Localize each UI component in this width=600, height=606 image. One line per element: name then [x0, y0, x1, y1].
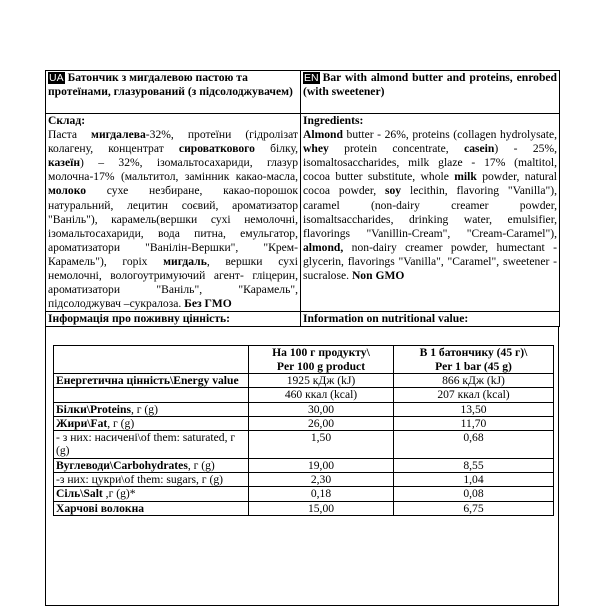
en-ingredient-allergen-bold: Almond [303, 128, 343, 142]
nutrient-name-bold: Сіль\Salt [56, 487, 103, 501]
ua-ingredient-text-span: ) – 32%, ізомальтосахариди, глазур молочна-17% (мальтитол, замінник какао-масла, [48, 156, 298, 184]
ua-ingredient-allergen-bold: казеїн [48, 156, 81, 170]
value-per-bar: 866 кДж (kJ) [394, 374, 554, 388]
ua-product-title: Батончик з мигдалевою пастою та протеїнами, глазурований (з підсолоджувачем) [48, 71, 293, 99]
value-per-bar: 11,70 [394, 416, 554, 430]
ua-ingredient-text-span: , вершки сухі немолочні, вологоутримуючий агент- гліцерин, ароматизатори "Ваніль", "Карамель", підсолоджувач –сукралоза. [48, 254, 298, 311]
value-per-100g: 1925 кДж (kJ) [249, 374, 394, 388]
ua-ingredient-allergen-bold: мигдалева [91, 128, 146, 142]
nutrition-row [54, 402, 554, 416]
en-ingredient-allergen-bold: Non GMO [351, 269, 405, 283]
en-ingredients-cell [301, 114, 560, 312]
value-per-100g: 30,00 [249, 402, 394, 416]
per-bar-header [394, 346, 554, 374]
per-bar-header-ua: В 1 батончику (45 г)\ [419, 346, 528, 360]
nutrient-name-rest: , г (g) [107, 416, 135, 430]
nutrient-name [54, 416, 249, 430]
ua-ingredient-allergen-bold: Без ГМО [184, 297, 232, 311]
nutrient-name-bold: Харчові волокна [56, 501, 145, 515]
label-top-table [45, 70, 560, 327]
nutrient-name-rest: , г (g) [130, 402, 158, 416]
nutrient-name [54, 388, 249, 402]
value-per-100g: 15,00 [249, 501, 394, 515]
nutrient-name-bold: Енергетична цінність\Energy value [56, 374, 239, 387]
en-ingredient-text-span: butter - 26%, proteins (collagen hydrolysate, [342, 128, 557, 142]
value-per-bar: 1,04 [394, 473, 554, 487]
nutrition-row [54, 487, 554, 501]
ua-ingredient-allergen-bold: молоко [48, 184, 87, 198]
per-bar-header-en: Per 1 bar (45 g) [435, 359, 512, 373]
nutrition-header-blank [54, 346, 249, 374]
en-ingredient-allergen-bold: soy [385, 184, 402, 198]
nutrient-name-rest: - з них: насичені\of them: saturated, г (g) [56, 431, 236, 458]
nutrient-name-bold: Вуглеводи\Carbohydrates [56, 458, 188, 472]
en-ingredient-text-span: ) - 25%, isomaltosaccharides, milk glaze - 17% (maltitol, cocoa butter substitute, whole [303, 142, 557, 184]
ua-ingredients-heading: Склад: [48, 114, 86, 127]
value-per-100g: 0,18 [249, 487, 394, 501]
nutrition-row [54, 388, 554, 402]
nutrient-name [54, 431, 249, 459]
ua-title-cell [46, 71, 301, 114]
nutrient-name-bold: Білки\Proteins [56, 402, 131, 416]
label-document [45, 70, 559, 606]
nutrition-table [53, 345, 554, 516]
nutrition-row [54, 431, 554, 459]
en-ingredient-text-span: protein concentrate, [328, 142, 465, 156]
en-ingredient-text-span: lecithin, flavoring "Vanilla"), caramel (non-dairy creamer powder, isomaltsaccharides, drinking water, emulsifier, flavorings "Vanillin-Cream", "Cream-Caramel"), [303, 184, 557, 240]
nutrition-panel [45, 327, 559, 606]
ua-ingredient-text-span: білку, [254, 142, 299, 156]
ua-ingredient-allergen-bold: сироваткового [178, 142, 255, 156]
en-nutrition-heading: Information on nutritional value: [301, 312, 560, 327]
nutrient-name-rest: -з них: цукри\of them: sugars, г (g) [56, 473, 223, 487]
per-100g-header-en: Per 100 g product [276, 359, 366, 373]
ua-ingredient-allergen-bold: мигдаль [163, 254, 207, 268]
value-per-bar: 13,50 [394, 402, 554, 416]
nutrient-name [54, 458, 249, 472]
nutrition-row [54, 501, 554, 515]
ua-nutrition-heading: Інформація про поживну цінність: [46, 312, 301, 327]
ua-ingredient-text-span: -32%, протеїни (гідролізат колагену, концентрат [48, 128, 298, 156]
nutrition-row [54, 416, 554, 430]
nutrition-row [54, 458, 554, 472]
en-ingredients-heading: Ingredients: [303, 114, 364, 127]
en-product-title: Bar with almond butter and proteins, enrobed (with sweetener) [303, 71, 557, 99]
nutrient-name-rest: ,г (g)* [102, 487, 136, 501]
ua-ingredients-cell [46, 114, 301, 312]
value-per-100g: 2,30 [249, 473, 394, 487]
en-title-cell [301, 71, 560, 114]
value-per-bar: 8,55 [394, 458, 554, 472]
ua-flag-badge: UA [49, 72, 64, 84]
nutrient-name [54, 473, 249, 487]
en-ingredient-allergen-bold: almond, [303, 240, 344, 254]
value-per-100g: 1,50 [249, 431, 394, 459]
value-per-100g: 460 ккал (kcal) [249, 388, 394, 402]
value-per-bar: 0,08 [394, 487, 554, 501]
nutrient-name [54, 374, 249, 388]
value-per-100g: 19,00 [249, 458, 394, 472]
nutrition-row [54, 374, 554, 388]
en-flag-badge: EN [304, 72, 319, 84]
value-per-bar: 0,68 [394, 431, 554, 459]
en-ingredient-text-span: powder, natural cocoa powder, [303, 170, 557, 198]
en-ingredient-allergen-bold: casein [464, 142, 495, 156]
nutrient-name-bold: Жири\Fat [56, 416, 108, 430]
ua-ingredients-text [48, 128, 298, 311]
ua-ingredient-text-span: сухе незбиране, какао-порошок натуральний, лецитин соєвий, ароматизатор "Ваніль"), карамель(вершки сухі немолочні, ізомальтосахариди, вода питна, емульгатор, ароматизатори "Ванілін-Вершки", "Крем-Карамель"), горіх [48, 184, 298, 268]
en-ingredient-allergen-bold: milk [454, 170, 477, 184]
nutrient-name [54, 487, 249, 501]
en-ingredient-text-span: non-dairy creamer powder, humectant - glycerin, flavorings "Vanilla", "Caramel", sweetener - sucralose. [303, 240, 557, 283]
en-ingredients-text [303, 128, 557, 283]
nutrient-name-rest: , г (g) [187, 458, 215, 472]
per-100g-header [249, 346, 394, 374]
nutrient-name [54, 501, 249, 515]
en-ingredient-allergen-bold: whey [303, 142, 329, 156]
value-per-100g: 26,00 [249, 416, 394, 430]
ua-ingredient-text-span: Паста [48, 128, 92, 142]
value-per-bar: 207 ккал (kcal) [394, 388, 554, 402]
nutrition-row [54, 473, 554, 487]
per-100g-header-ua: На 100 г продукту\ [272, 346, 370, 360]
nutrient-name [54, 402, 249, 416]
value-per-bar: 6,75 [394, 501, 554, 515]
